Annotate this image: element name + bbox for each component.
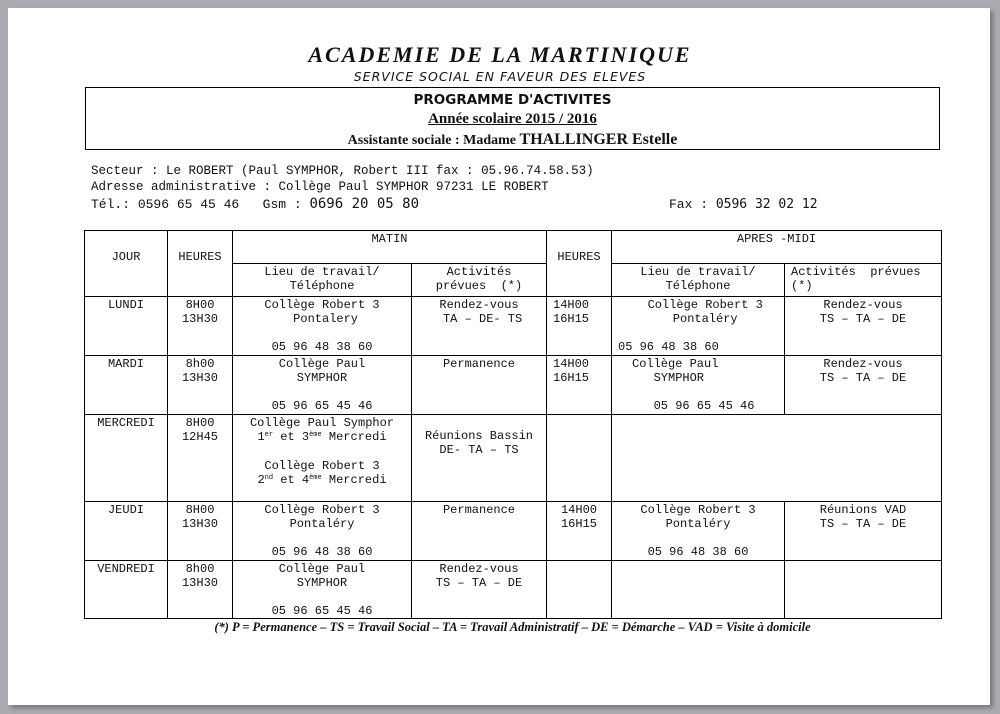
header-lieu-apres: Lieu de travail/ Téléphone — [612, 264, 785, 297]
cell-lieu-apres — [612, 561, 785, 619]
service-subtitle: SERVICE SOCIAL EN FAVEUR DES ELEVES — [353, 69, 647, 84]
ordinal-suffix: ème — [309, 474, 322, 482]
ordinal-suffix: er — [264, 431, 274, 439]
cell-jour: MERCREDI — [85, 415, 168, 502]
table-row — [85, 297, 942, 356]
cell-jour: JEUDI — [85, 502, 168, 561]
cell-activites-matin: Permanence — [412, 356, 547, 415]
cell-apres-merged — [612, 415, 942, 502]
lieu-text-1: Collège Paul Symphor — [249, 416, 395, 430]
header-apres-midi: APRES -MIDI — [612, 231, 942, 264]
cell-heures-apres — [547, 415, 612, 502]
cell-heures-matin: 8H00 13H30 — [168, 297, 233, 356]
ordinal-number: 1 — [257, 430, 265, 444]
cell-activites-apres — [785, 561, 942, 619]
cell-jour: LUNDI — [85, 297, 168, 356]
weekday-text: Mercredi — [321, 473, 387, 487]
table-row — [85, 561, 942, 619]
ordinal-number: et 3 — [273, 430, 310, 444]
phone-line — [91, 196, 419, 212]
address-line: Adresse administrative : Collège Paul SYMPHOR 97231 LE ROBERT — [91, 180, 549, 194]
lieu-phone: 05 96 65 45 46 — [271, 399, 373, 413]
academy-title: ACADEMIE DE LA MARTINIQUE — [308, 42, 692, 67]
lieu-text: Collège Robert 3 Pontaléry — [640, 503, 756, 531]
header-matin: MATIN — [233, 231, 547, 264]
school-year: Année scolaire 2015 / 2016 — [428, 111, 597, 127]
fax-number: 0596 32 02 12 — [715, 197, 818, 212]
table-header-row — [85, 231, 942, 264]
cell-heures-matin: 8H00 13H30 — [168, 502, 233, 561]
lieu-schedule-1 — [235, 430, 409, 444]
cell-activites-matin: Réunions Bassin DE- TA – TS — [412, 415, 547, 502]
lieu-text: Collège Robert 3 Pontaléry — [647, 298, 763, 326]
cell-jour: MARDI — [85, 356, 168, 415]
lieu-text: Collège Paul SYMPHOR — [278, 357, 366, 385]
header-heures-matin: HEURES — [168, 231, 233, 297]
lieu-phone: 05 96 65 45 46 — [271, 604, 373, 618]
fax-line — [669, 197, 818, 212]
header-activites-apres: Activités prévues (*) — [785, 264, 942, 297]
lieu-schedule-2 — [235, 473, 409, 487]
assistant-name: THALLINGER Estelle — [519, 131, 678, 148]
secteur-line: Secteur : Le ROBERT (Paul SYMPHOR, Robert III fax : 05.96.74.58.53) — [91, 164, 594, 178]
cell-heures-matin: 8h00 13H30 — [168, 356, 233, 415]
tel-number: 0596 65 45 46 — [137, 197, 240, 212]
cell-heures-apres — [547, 561, 612, 619]
cell-lieu-matin — [233, 356, 412, 415]
cell-heures-apres: 14H00 16H15 — [547, 297, 612, 356]
table-row — [85, 502, 942, 561]
lieu-phone: 05 96 48 38 60 — [271, 545, 373, 559]
cell-activites-matin: Permanence — [412, 502, 547, 561]
fax-label: Fax : — [669, 197, 716, 212]
cell-lieu-apres — [612, 356, 785, 415]
lieu-text-2: Collège Robert 3 — [264, 459, 380, 473]
cell-activites-matin: Rendez-vous TA – DE- TS — [412, 297, 547, 356]
header-activites-matin: Activités prévues (*) — [412, 264, 547, 297]
weekday-text: Mercredi — [321, 430, 387, 444]
gsm-number: 0696 20 05 80 — [309, 196, 420, 212]
cell-activites-apres: Rendez-vous TS – TA – DE — [785, 356, 942, 415]
assistant-label: Assistante sociale : Madame — [347, 133, 520, 148]
cell-lieu-matin — [233, 502, 412, 561]
cell-activites-apres: Réunions VAD TS – TA – DE — [785, 502, 942, 561]
cell-activites-matin: Rendez-vous TS – TA – DE — [412, 561, 547, 619]
header-jour: JOUR — [85, 231, 168, 297]
cell-lieu-matin — [233, 415, 412, 502]
ordinal-suffix: nd — [264, 474, 274, 482]
cell-activites-apres: Rendez-vous TS – TA – DE — [785, 297, 942, 356]
cell-jour: VENDREDI — [85, 561, 168, 619]
header-lieu-matin: Lieu de travail/ Téléphone — [233, 264, 412, 297]
lieu-text: Collège Paul SYMPHOR — [278, 562, 366, 590]
lieu-text: Collège Robert 3 Pontaléry — [264, 503, 380, 531]
cell-lieu-apres — [612, 502, 785, 561]
assistant-line — [85, 131, 940, 149]
lieu-phone: 05 96 48 38 60 — [271, 340, 373, 354]
tel-label: Tél.: — [91, 197, 138, 212]
ordinal-suffix: ème — [309, 431, 322, 439]
lieu-phone: 05 96 48 38 60 — [618, 340, 719, 354]
cell-heures-apres: 14H00 16H15 — [547, 356, 612, 415]
lieu-text: Collège Paul SYMPHOR — [632, 357, 719, 385]
header-heures-apres: HEURES — [547, 231, 612, 297]
schedule-table — [84, 230, 942, 619]
cell-heures-matin: 8H00 12H45 — [168, 415, 233, 502]
cell-heures-apres: 14H00 16H15 — [547, 502, 612, 561]
legend-footnote: (*) P = Permanence – TS = Travail Social – TA = Travail Administratif – DE = Démarche – VAD = Visite à domicile — [214, 620, 811, 634]
cell-lieu-matin — [233, 561, 412, 619]
ordinal-number: 2 — [257, 473, 265, 487]
cell-lieu-apres — [612, 297, 785, 356]
gsm-label: Gsm : — [239, 197, 310, 212]
lieu-text: Collège Robert 3 Pontalery — [264, 298, 380, 326]
table-row — [85, 356, 942, 415]
lieu-phone: 05 96 65 45 46 — [632, 399, 755, 413]
programme-title: PROGRAMME D'ACTIVITES — [413, 92, 612, 108]
cell-heures-matin: 8h00 13H30 — [168, 561, 233, 619]
ordinal-number: et 4 — [273, 473, 310, 487]
lieu-phone: 05 96 48 38 60 — [647, 545, 749, 559]
cell-lieu-matin — [233, 297, 412, 356]
table-row — [85, 415, 942, 502]
